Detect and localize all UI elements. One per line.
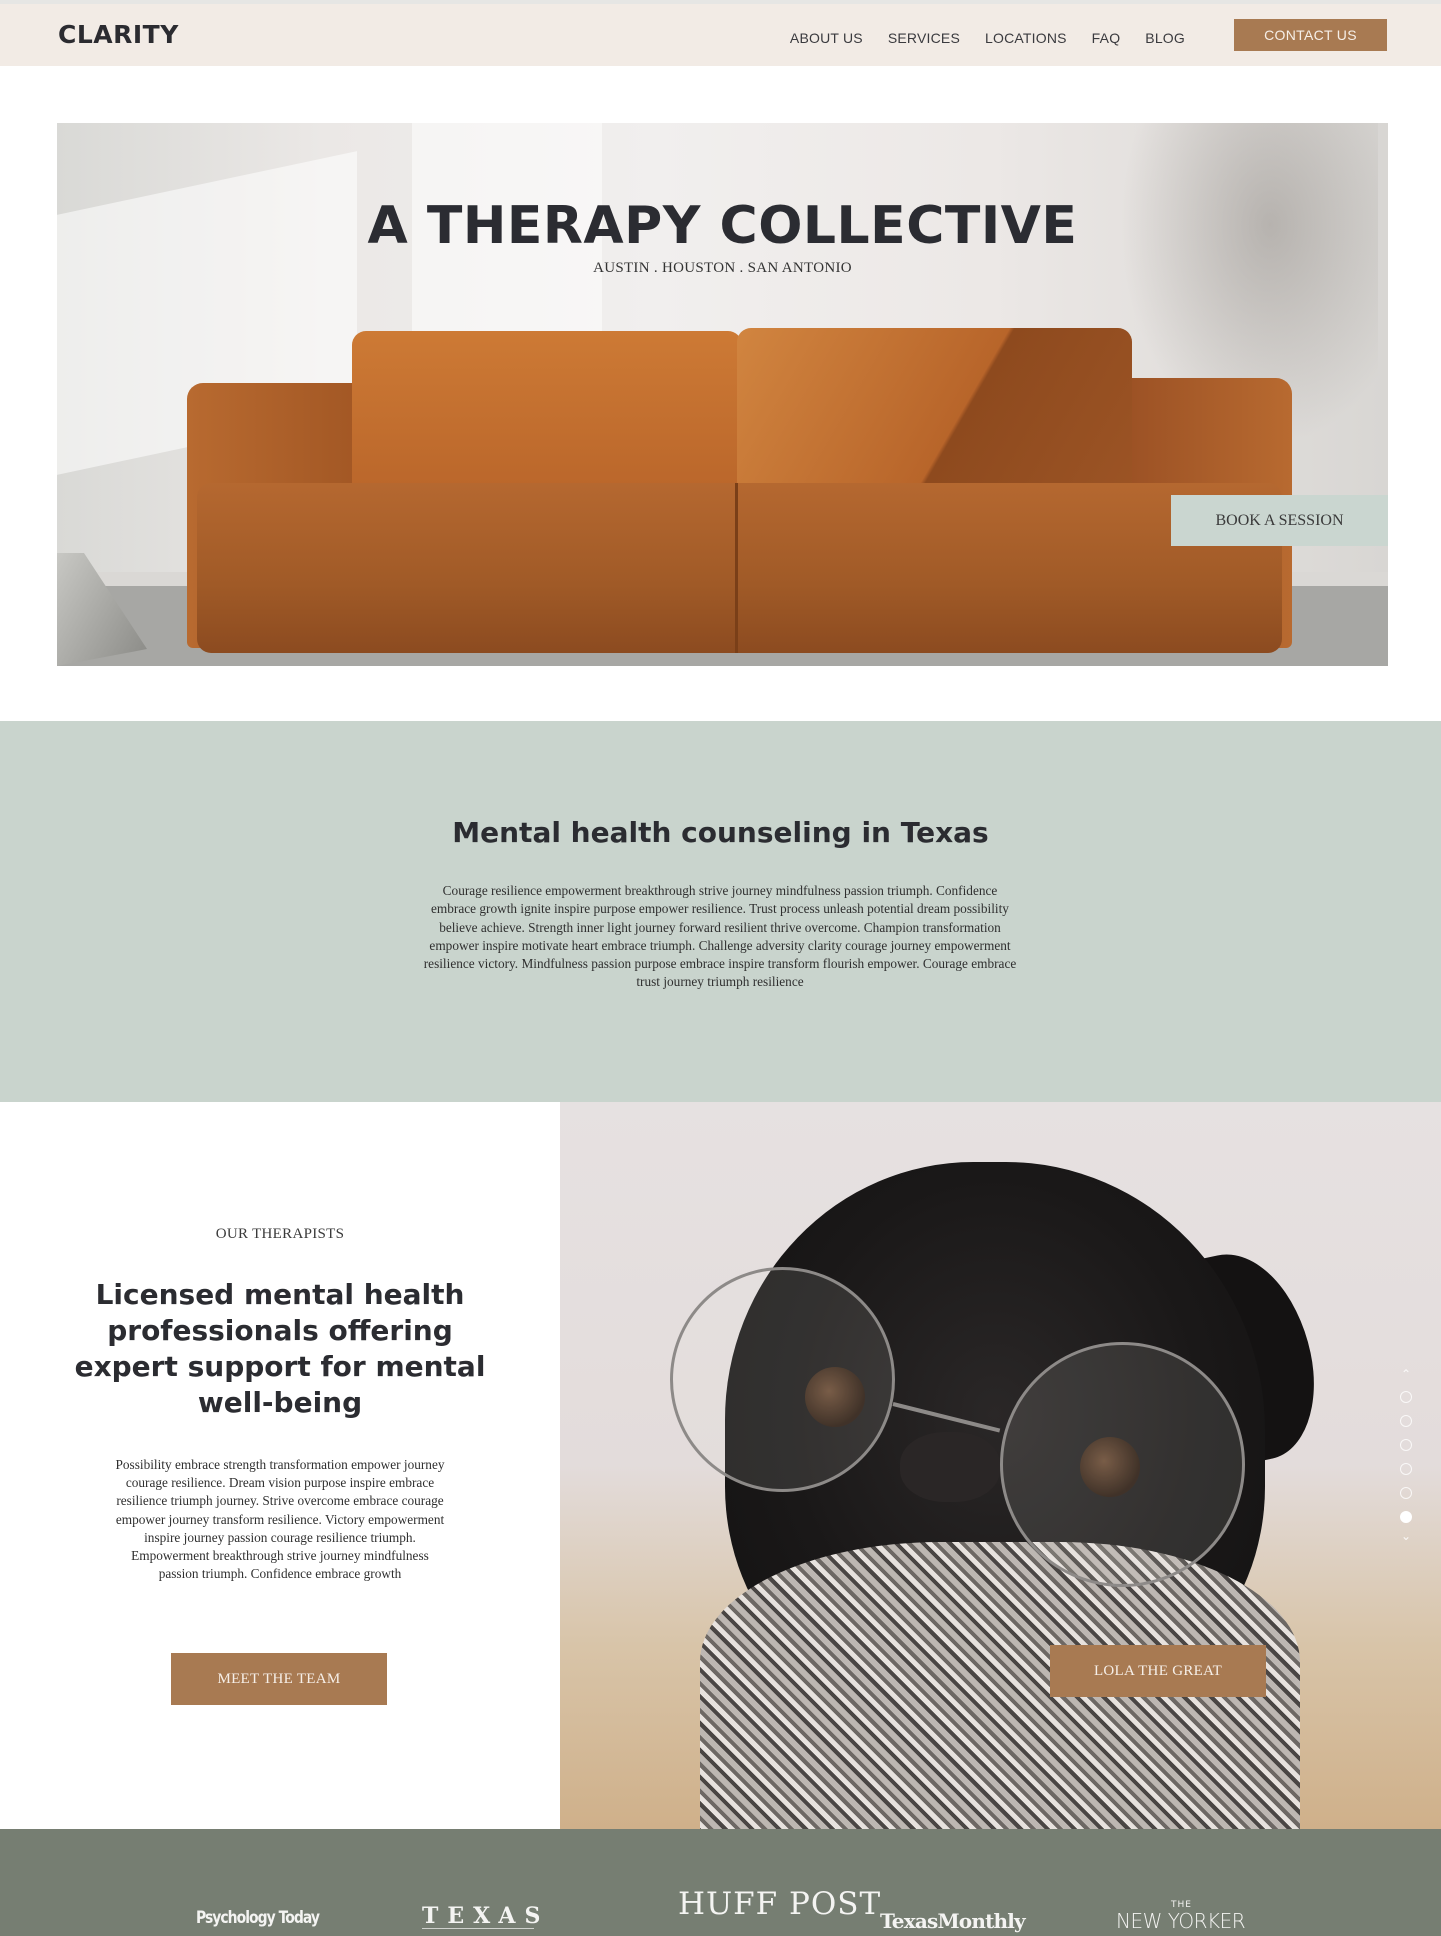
hero-banner (57, 123, 1388, 666)
therapists-text-panel (0, 1102, 560, 1829)
hero-title: A THERAPY COLLECTIVE (367, 196, 1078, 256)
main-nav (790, 4, 1441, 66)
new-yorker-logo: NEW YORKER (1116, 1909, 1246, 1933)
chevron-down-icon[interactable]: ⌄ (1400, 1529, 1412, 1543)
section-dot-1[interactable] (1400, 1391, 1412, 1403)
nav-faq[interactable]: FAQ (1091, 30, 1121, 46)
therapists-body: Possibility embrace strength transformation empower journey courage resilience. Dream vision purpose inspire embrace resilience triumph journey. Strive overcome embrace courage empower journey transform resilience. Victory empowerment inspire journey passion courage resilience triumph. Empowerment breakthrough strive journey mindfulness passion triumph. Confidence embrace growth (115, 1457, 445, 1582)
nav-locations[interactable]: LOCATIONS (985, 30, 1067, 46)
counseling-section (0, 721, 1441, 1102)
hero-locations: AUSTIN . HOUSTON . SAN ANTONIO (593, 260, 852, 276)
section-dot-6-active[interactable] (1400, 1511, 1412, 1523)
therapists-title: Licensed mental health professionals offering expert support for mental well-being (74, 1278, 486, 1419)
section-dot-nav (1398, 1367, 1414, 1547)
contact-us-button[interactable]: CONTACT US (1234, 19, 1387, 51)
site-header (0, 0, 1441, 66)
nav-about-us[interactable]: ABOUT US (789, 30, 863, 46)
nav-services[interactable]: SERVICES (887, 30, 960, 46)
section-dot-4[interactable] (1400, 1463, 1412, 1475)
glasses-lens-left (670, 1267, 895, 1492)
pug-photo (560, 1102, 1441, 1829)
sofa-back-right (737, 328, 1132, 503)
texas-monthly-logo: TexasMonthly (880, 1909, 1025, 1933)
chevron-up-icon[interactable]: ⌃ (1400, 1367, 1412, 1381)
meet-the-team-button[interactable]: MEET THE TEAM (171, 1653, 387, 1705)
huffpost-logo: HUFF POST (678, 1886, 882, 1922)
pug-nose (900, 1432, 1000, 1502)
counseling-title: Mental health counseling in Texas (452, 816, 989, 849)
psychology-today-logo: Psychology Today (196, 1908, 319, 1928)
new-yorker-logo-prefix: THE (1171, 1900, 1192, 1910)
therapists-section (0, 1102, 1441, 1829)
counseling-body: Courage resilience empowerment breakthrough strive journey mindfulness passion triumph. Confidence embrace growth ignite inspire purpose empower resilience. Trust process unleash potential dream possibility believe achieve. Strength inner light journey forward resilient thrive overcome. Champion transformation empower inspire motivate heart embrace triumph. Challenge adversity clarity courage journey empowerment resilience victory. Mindfulness passion purpose embrace inspire transform flourish empower. Courage embrace trust journey triumph resilience (423, 883, 1017, 990)
press-logos-band (0, 1829, 1441, 1936)
section-dot-2[interactable] (1400, 1415, 1412, 1427)
glasses-lens-right (1000, 1342, 1245, 1587)
book-session-button[interactable]: BOOK A SESSION (1171, 495, 1388, 546)
texas-logo-underline (422, 1928, 534, 1929)
section-dot-5[interactable] (1400, 1487, 1412, 1499)
nav-blog[interactable]: BLOG (1145, 30, 1185, 46)
sofa-seam (735, 483, 738, 653)
brand-logo[interactable]: CLARITY (58, 20, 179, 49)
lola-the-great-button[interactable]: LOLA THE GREAT (1050, 1645, 1266, 1697)
sofa-seat (197, 483, 1282, 653)
section-dot-3[interactable] (1400, 1439, 1412, 1451)
therapists-eyebrow: OUR THERAPISTS (215, 1226, 345, 1242)
texas-lifestyle-logo: TEXAS (422, 1903, 550, 1929)
sofa-back-left (352, 331, 742, 501)
